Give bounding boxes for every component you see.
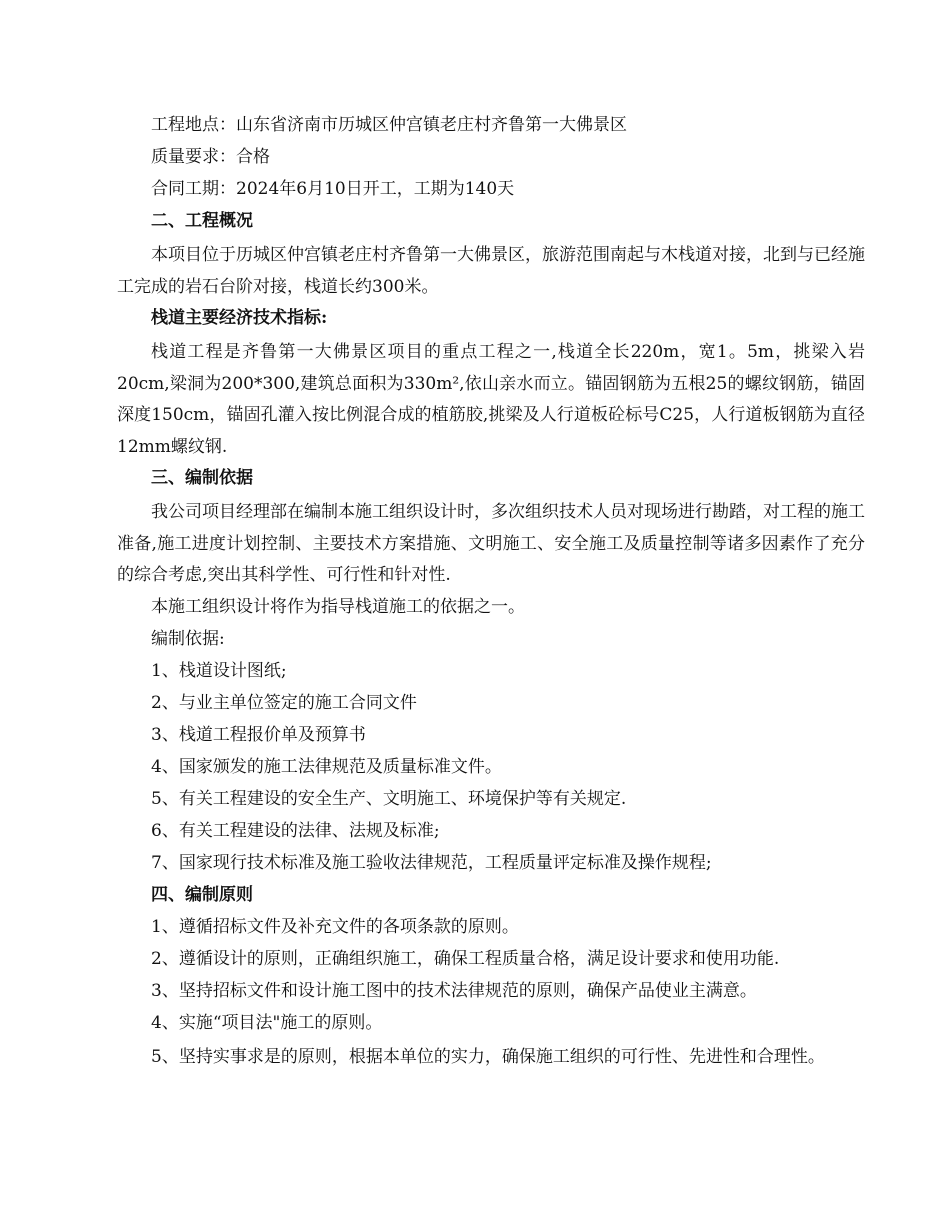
basis-item: 4、国家颁发的施工法律规范及质量标准文件。 — [151, 756, 502, 777]
principle-item: 1、遵循招标文件及补充文件的各项条款的原则。 — [151, 916, 519, 937]
basis-item: 3、栈道工程报价单及预算书 — [151, 724, 366, 745]
basis-item: 1、栈道设计图纸; — [151, 660, 287, 681]
indicators-paragraph: 栈道工程是齐鲁第一大佛景区项目的重点工程之一,栈道全长220m，宽1。5m，挑梁入岩20cm,梁洞为200*300,建筑总面积为330m²,依山亲水而立。锚固钢筋为五根25的螺纹钢筋，锚固深度150cm，锚固孔灌入按比例混合成的植筋胶,挑梁及人行道板砼标号C25，人行道板钢筋为直径12mm螺纹钢. — [117, 342, 865, 457]
basis-item: 2、与业主单位签定的施工合同文件 — [151, 692, 417, 713]
basis-purpose: 本施工组织设计将作为指导栈道施工的依据之一。 — [151, 596, 525, 617]
basis-item: 6、有关工程建设的法律、法规及标准; — [151, 820, 440, 841]
document-page — [117, 112, 865, 1075]
project-location: 工程地点：山东省济南市历城区仲宫镇老庄村齐鲁第一大佛景区 — [151, 115, 627, 135]
principle-item: 4、实施“项目法"施工的原则。 — [151, 1012, 383, 1033]
quality-requirement: 质量要求：合格 — [151, 147, 270, 167]
section-4-heading: 四、编制原则 — [151, 884, 253, 905]
basis-intro: 我公司项目经理部在编制本施工组织设计时，多次组织技术人员对现场进行勘踏，对工程的施工准备,施工进度计划控制、主要技术方案措施、文明施工、安全施工及质量控制等诸多因素作了充分的综合考虑,突出其科学性、可行性和针对性. — [117, 502, 865, 585]
indicators-heading: 栈道主要经济技术指标: — [151, 308, 328, 328]
principle-item: 5、坚持实事求是的原则，根据本单位的实力，确保施工组织的可行性、先进性和合理性。 — [151, 1046, 825, 1067]
principle-item: 3、坚持招标文件和设计施工图中的技术法律规范的原则，确保产品使业主满意。 — [151, 980, 757, 1001]
contract-duration: 合同工期：2024年6月10日开工，工期为140天 — [151, 179, 515, 199]
project-overview: 本项目位于历城区仲宫镇老庄村齐鲁第一大佛景区，旅游范围南起与木栈道对接，北到与已经施工完成的岩石台阶对接，栈道长约300米。 — [117, 245, 865, 297]
basis-item: 5、有关工程建设的安全生产、文明施工、环境保护等有关规定. — [151, 788, 627, 809]
principle-item: 2、遵循设计的原则，正确组织施工，确保工程质量合格，满足设计要求和使用功能. — [151, 948, 780, 969]
basis-item: 7、国家现行技术标准及施工验收法律规范，工程质量评定标准及操作规程; — [151, 852, 712, 873]
basis-label: 编制依据: — [151, 628, 225, 649]
section-2-heading: 二、工程概况 — [151, 211, 253, 231]
section-3-heading: 三、编制依据 — [151, 468, 253, 488]
